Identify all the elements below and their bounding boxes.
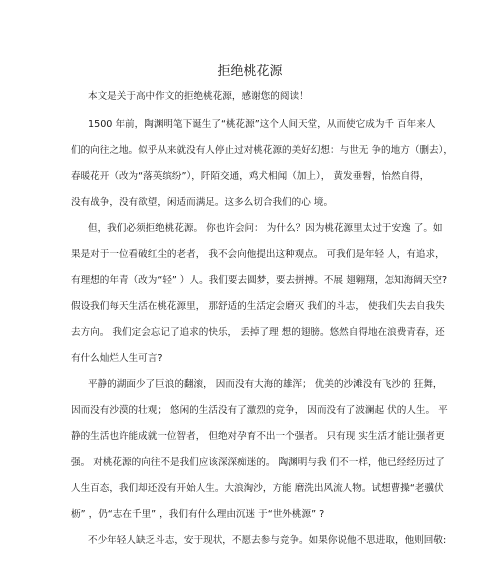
- doc-line: 春暖花开（改为“落英缤纷”），阡陌交通，鸡犬相闻（加上）， 黄发垂髫，怡然自得，: [71, 171, 430, 182]
- doc-line: 枥” ，仍“志在千里” ，我们有什么理由沉迷 于“世外桃源” ?: [71, 509, 325, 520]
- doc-line: 有理想的年青（改为“轻” ）人。我们要去圆梦，要去拼搏。不展 翅翱翔，怎知海阔天空?: [71, 275, 448, 286]
- doc-line-intro: 本文是关于高中作文的拒绝桃花源，感谢您的阅读！: [88, 91, 309, 102]
- doc-line: 果是对于一位看破红尘的老者， 我不会向他提出这种观点。 可我们是年轻 人，有追求，: [71, 249, 445, 260]
- doc-line: 静的生活也许能成就一位智者， 但绝对孕育不出一个强者。 只有现 实生活才能让强者更: [71, 431, 445, 442]
- doc-line: 去方向。 我们定会忘记了追求的快乐， 丢掉了理 想的翅膀。悠然自得地在浪费青春，还: [71, 327, 445, 338]
- doc-line: 们的向往之地。似乎从来就没有人停止过对桃花源的美好幻想：与世无 争的地方（删去），: [71, 145, 453, 156]
- doc-title: 拒绝桃花源: [217, 64, 283, 79]
- doc-line: 有什么灿烂人生可言?: [71, 353, 163, 364]
- doc-line: 强。 对桃花源的向往不是我们应该深深痴迷的。 陶渊明与我 们不一样，他已经经历过了: [71, 457, 445, 468]
- doc-line: 1500 年前，陶渊明笔下诞生了“桃花源”这个人间天堂，从而使它成为千 百年来人: [88, 119, 436, 130]
- doc-line: 人生百态，我们却还没有开始人生。大浪淘沙，方能 磨洗出风流人物。试想曹操“老骥伏: [71, 483, 444, 494]
- doc-line: 不少年轻人缺乏斗志，安于现状，不愿去参与竞争。如果你说他不思进取，他则回敬:: [88, 535, 447, 546]
- doc-line: 假设我们每天生活在桃花源里， 那舒适的生活定会磨灭 我们的斗志， 使我们失去自我失: [71, 301, 445, 312]
- doc-line: 没有战争，没有欲望，闲适而满足。这多么切合我们的心 境。: [71, 197, 334, 208]
- doc-line: 因而没有沙漠的壮观； 悠闲的生活没有了激烈的竞争， 因而没有了波澜起 伏的人生。 平: [71, 405, 448, 416]
- doc-line: 但，我们必须拒绝桃花源。 你也许会问： 为什么？因为桃花源里太过于安逸 了。如: [88, 223, 443, 234]
- doc-line: 平静的湖面少了巨浪的翻滚， 因而没有大海的雄浑； 优美的沙滩没有飞沙的 狂舞，: [88, 379, 443, 390]
